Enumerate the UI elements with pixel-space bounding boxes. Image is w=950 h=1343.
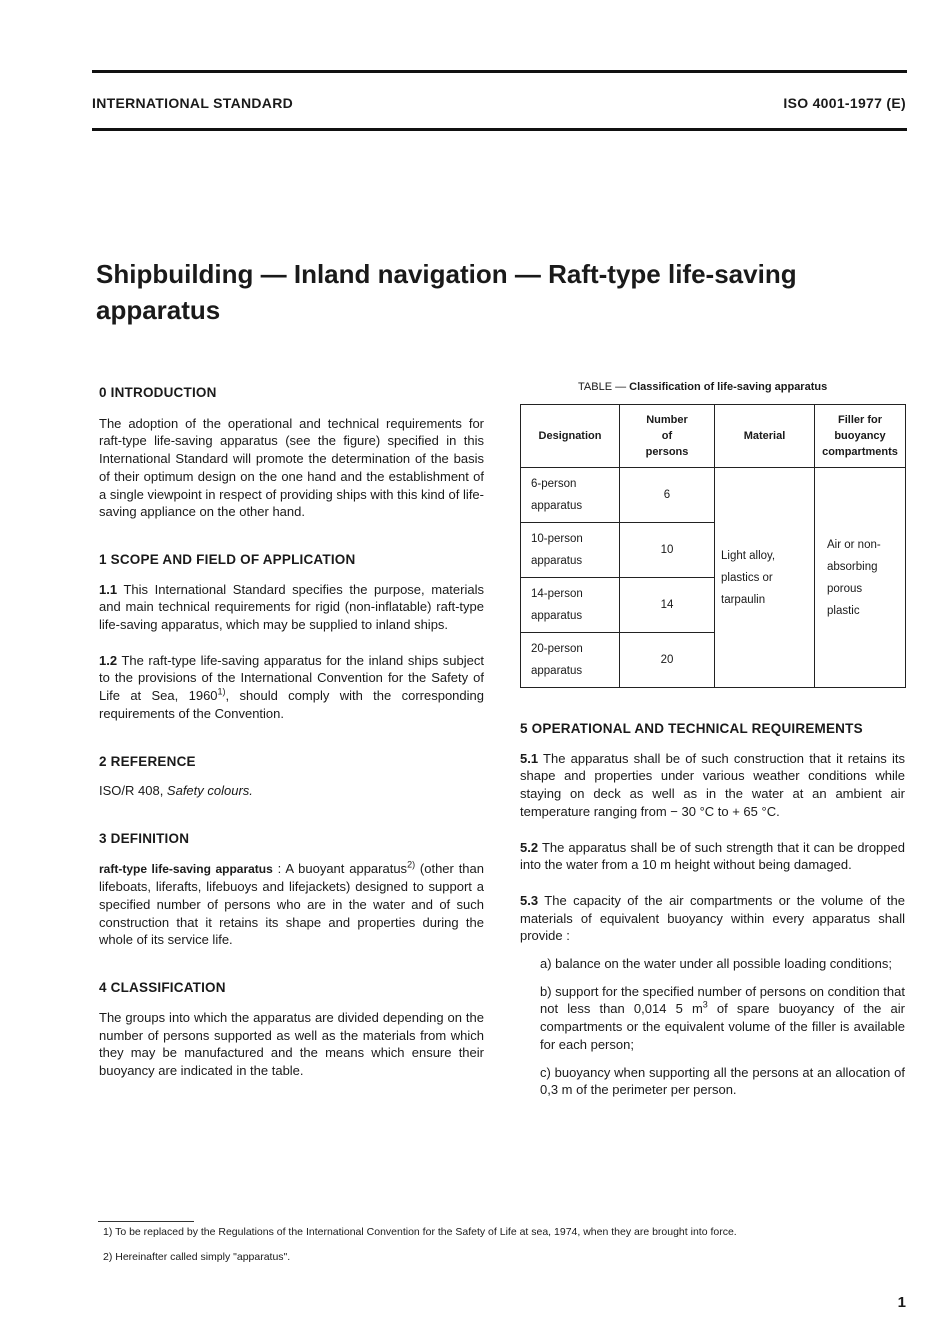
th-filler-l2: buoyancy <box>834 430 886 442</box>
header-right: ISO 4001-1977 (E) <box>783 95 906 111</box>
designation-l1: 6-person <box>531 478 577 490</box>
para-5-2 <box>520 839 905 874</box>
filler-l1: Air or non- <box>827 538 881 551</box>
definition-text-a: : A buoyant apparatus <box>272 860 408 876</box>
designation-l2: apparatus <box>531 610 583 622</box>
reference-title: Safety colours. <box>166 783 253 799</box>
th-number-l1: Number <box>646 414 688 426</box>
th-filler-l3: compartments <box>822 446 898 458</box>
title-line-1: Shipbuilding — Inland navigation — Raft-type life-saving <box>96 259 797 289</box>
table-row <box>521 468 906 523</box>
cell-designation <box>521 578 620 633</box>
para-1-2 <box>99 652 484 723</box>
section-3-heading: 3 DEFINITION <box>99 830 190 846</box>
para-5-1 <box>520 750 905 821</box>
left-column <box>99 384 484 1080</box>
cell-designation <box>521 633 620 688</box>
section-2-heading: 2 REFERENCE <box>99 753 196 769</box>
filler-l4: plastic <box>827 604 860 617</box>
section-5-heading: 5 OPERATIONAL AND TECHNICAL REQUIREMENTS <box>520 721 863 736</box>
header-bottom-rule <box>92 128 907 131</box>
para-1-2-text-a: The raft-type life-saving apparatus for the inland ships subject to the provisions of the International Convention for the Safety of Life at Sea, 1960 <box>99 652 484 704</box>
cell-filler <box>815 468 906 688</box>
cell-designation <box>521 523 620 578</box>
table-caption-title: Classification of life-saving apparatus <box>629 381 828 393</box>
designation-l1: 20-person <box>531 643 583 655</box>
item-b-text-b: of spare buoyancy of the air compartments or the equivalent volume of the filler is available for each person; <box>540 1001 905 1052</box>
designation-l1: 14-person <box>531 588 583 600</box>
footnote-ref-1: 1) <box>217 686 226 697</box>
reference-code: ISO/R 408, <box>99 783 167 799</box>
header-left: INTERNATIONAL STANDARD <box>92 95 294 111</box>
section-0-heading: 0 INTRODUCTION <box>99 385 217 400</box>
designation-l1: 10-person <box>531 533 583 545</box>
para-5-1-number: 5.1 <box>520 750 539 766</box>
para-5-2-number: 5.2 <box>520 839 539 855</box>
cell-persons: 6 <box>620 468 715 523</box>
item-b-text-a: b) support for the specified number of persons on condition that not less than 0,014 5 m <box>540 983 905 1017</box>
th-designation: Designation <box>521 405 620 468</box>
page-number: 1 <box>897 1294 906 1311</box>
designation-l2: apparatus <box>531 500 583 512</box>
cell-persons: 20 <box>620 633 715 688</box>
th-filler-l1: Filler for <box>837 414 882 426</box>
footnote-1: 1) To be replaced by the Regulations of the International Convention for the Safety of Life at sea, 1974, when they are brought into force. <box>103 1226 737 1238</box>
para-5-3-number: 5.3 <box>520 892 539 908</box>
definition-text <box>99 860 484 950</box>
item-b <box>520 983 905 1054</box>
para-1-2-number: 1.2 <box>99 652 118 668</box>
section-0-text: The adoption of the operational and technical requirements for raft-type life-saving apparatus (see the figure) specified in this International Standard will promote the determination of the basis of their optimum design on the one hand and the establishment of a single viewpoint in respect of providing ships with this kind of life-saving appliance on the other hand. <box>99 415 484 520</box>
cell-persons: 14 <box>620 578 715 633</box>
section-4-text: The groups into which the apparatus are divided depending on the number of persons supported as well as the materials from which they may be manufactured and the means which ensure their buoyancy are indicated in the table. <box>99 1009 484 1078</box>
material-l3: tarpaulin <box>721 593 766 606</box>
th-number <box>620 405 715 468</box>
table-header-row <box>521 405 906 468</box>
classification-table <box>520 404 906 688</box>
footnote-ref-2: 2) <box>407 859 416 870</box>
filler-l2: absorbing <box>827 560 878 573</box>
filler-l3: porous <box>827 582 863 595</box>
table-caption <box>578 381 827 393</box>
reference-item <box>99 782 484 800</box>
footnote-rule <box>98 1221 194 1222</box>
item-a: a) balance on the water under all possible loading conditions; <box>540 956 892 972</box>
right-column <box>520 720 905 1099</box>
page-title <box>96 256 916 328</box>
para-5-3 <box>520 892 905 945</box>
para-1-1 <box>99 581 484 634</box>
para-5-1-text: The apparatus shall be of such construction that it retains its shape and properties under various weather conditions while staying on deck as well as in the water at an ambient air temperature ranging from − 30 °C to + 65 °C. <box>520 750 905 819</box>
cell-persons: 10 <box>620 523 715 578</box>
footnote-2: 2) Hereinafter called simply "apparatus". <box>103 1251 291 1263</box>
cell-designation <box>521 468 620 523</box>
para-5-3-text: The capacity of the air compartments or the volume of the materials of equivalent buoyancy within every apparatus shall provide : <box>520 892 905 944</box>
material-l1: Light alloy, <box>721 549 776 562</box>
section-4-heading: 4 CLASSIFICATION <box>99 980 226 996</box>
item-b-sup: 3 <box>702 1000 708 1011</box>
para-1-1-number: 1.1 <box>99 581 118 597</box>
item-c: c) buoyancy when supporting all the persons at an allocation of 0,3 m of the perimeter per person. <box>540 1064 905 1098</box>
para-1-1-text: This International Standard specifies the purpose, materials and main technical requirements for rigid (non-inflatable) raft-type life-saving apparatus, which may be supplied to inland ships. <box>99 581 484 633</box>
header-top-rule <box>92 70 907 73</box>
table-caption-prefix: TABLE — <box>578 381 630 393</box>
para-5-2-text: The apparatus shall be of such strength that it can be dropped into the water from a 10 m height without being damaged. <box>520 839 905 873</box>
title-line-2: apparatus <box>96 295 221 325</box>
designation-l2: apparatus <box>531 665 583 677</box>
material-l2: plastics or <box>721 571 773 584</box>
th-material: Material <box>715 405 815 468</box>
para-1-2-text-b: , should comply with the corresponding requirements of the Convention. <box>99 688 484 721</box>
designation-l2: apparatus <box>531 555 583 567</box>
th-number-l2: of <box>661 430 673 442</box>
cell-material <box>715 468 815 688</box>
definition-term: raft-type life-saving apparatus <box>99 861 273 876</box>
th-number-l3: persons <box>645 446 689 458</box>
definition-text-b: (other than lifeboats, liferafts, lifebuoys and lifejackets) designed to support a specified number of persons who are in the water and of such construction that it retains its shape and properties during the whole of its service life. <box>99 860 484 948</box>
th-filler <box>815 405 906 468</box>
section-1-heading: 1 SCOPE AND FIELD OF APPLICATION <box>99 551 356 567</box>
